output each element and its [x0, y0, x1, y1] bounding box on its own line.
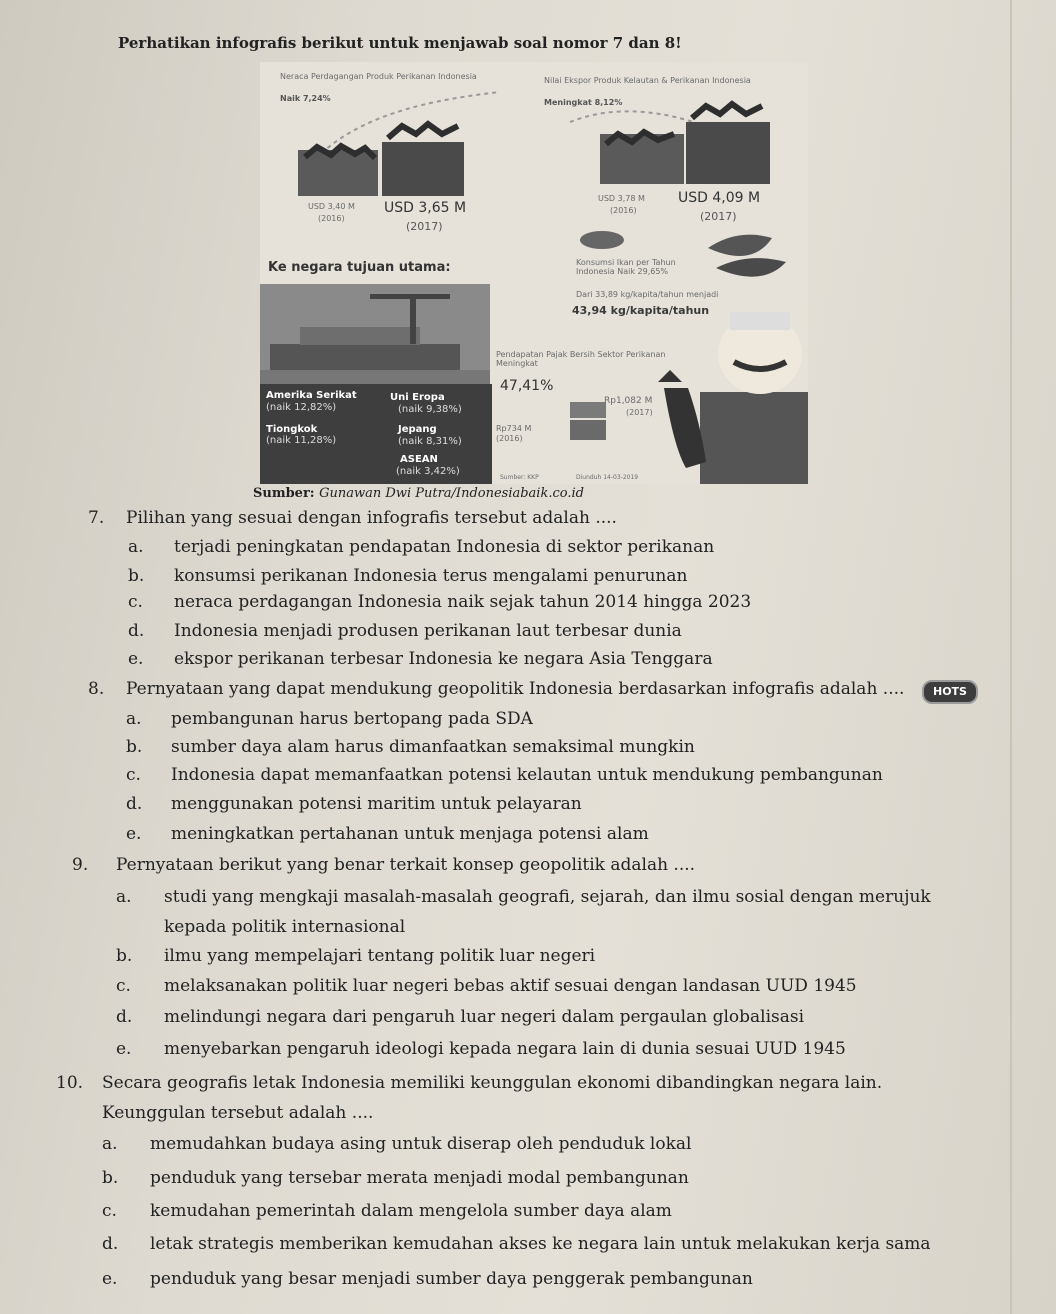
footer-source: Sumber: KKP	[500, 474, 539, 481]
option-letter: c.	[102, 1201, 117, 1221]
question-9-option-a-cont: kepada politik internasional	[164, 917, 406, 937]
pnbp-growth: 47,41%	[500, 378, 554, 394]
crane-icon	[410, 294, 416, 344]
intro-instruction: Perhatikan infografis berikut untuk menjawab soal nomor 7 dan 8!	[118, 34, 682, 52]
footer-date: Diunduh 14-03-2019	[576, 474, 639, 481]
option-letter: c.	[126, 765, 141, 785]
left-top-label: Neraca Perdagangan Produk Perikanan Indonesia	[280, 72, 477, 81]
money-stack-icon	[570, 402, 606, 418]
option-letter: d.	[128, 621, 145, 641]
option-letter: e.	[128, 649, 144, 669]
chef-body	[700, 392, 808, 484]
question-9-option-e: menyebarkan pengaruh ideologi kepada negara lain di dunia sesuai UUD 1945	[164, 1039, 846, 1059]
option-letter: c.	[128, 592, 143, 612]
left-top-growth: Naik 7,24%	[280, 94, 331, 103]
pnbp-label: Pendapatan Pajak Bersih Sektor Perikanan Meningkat	[496, 350, 666, 368]
pnbp-2016: Rp734 M	[496, 424, 532, 433]
question-8-option-c: Indonesia dapat memanfaatkan potensi kelautan untuk mendukung pembangunan	[171, 765, 883, 785]
year-2016-left: (2016)	[318, 214, 345, 223]
val-2016-right: USD 3,78 M	[598, 194, 645, 203]
question-10-option-b: penduduk yang tersebar merata menjadi modal pembangunan	[150, 1168, 689, 1188]
question-9-option-b: ilmu yang mempelajari tentang politik luar negeri	[164, 946, 596, 966]
option-letter: a.	[126, 709, 142, 729]
dest-growth: (naik 3,42%)	[396, 466, 460, 477]
dest-growth: (naik 8,31%)	[398, 436, 462, 447]
consumption-from: Dari 33,89 kg/kapita/tahun menjadi	[576, 290, 719, 299]
pnbp-2017-year: (2017)	[626, 408, 653, 417]
question-number: 9.	[72, 855, 89, 875]
fish-icon	[388, 124, 458, 138]
question-10-text: Secara geografis letak Indonesia memiliki keunggulan ekonomi dibandingkan negara lain.	[102, 1073, 883, 1093]
fish-icon	[692, 104, 762, 118]
right-top-growth: Meningkat 8,12%	[544, 98, 623, 107]
fish-held-icon	[664, 388, 706, 468]
question-7-option-e: ekspor perikanan terbesar Indonesia ke negara Asia Tenggara	[174, 649, 713, 669]
option-letter: b.	[102, 1168, 119, 1188]
val-2017-left: USD 3,65 M	[384, 200, 467, 216]
destination-title: Ke negara tujuan utama:	[268, 260, 451, 275]
option-letter: b.	[116, 946, 133, 966]
question-9-option-d: melindungi negara dari pengaruh luar negeri dalam pergaulan globalisasi	[164, 1007, 805, 1027]
question-8-text: Pernyataan yang dapat mendukung geopolitik Indonesia berdasarkan infografis adalah ....	[126, 679, 905, 699]
source-caption	[253, 486, 584, 501]
question-9-text: Pernyataan berikut yang benar terkait konsep geopolitik adalah ....	[116, 855, 696, 875]
dest-name: Uni Eropa	[390, 392, 445, 403]
question-7-option-a: terjadi peningkatan pendapatan Indonesia di sektor perikanan	[174, 537, 715, 557]
dest-growth: (naik 9,38%)	[398, 404, 462, 415]
option-letter: e.	[102, 1269, 118, 1289]
question-10-option-c: kemudahan pemerintah dalam mengelola sumber daya alam	[150, 1201, 672, 1221]
option-letter: d.	[116, 1007, 133, 1027]
question-number: 7.	[88, 508, 105, 528]
question-10-option-d: letak strategis memberikan kemudahan akses ke negara lain untuk melakukan kerja sama	[150, 1234, 931, 1254]
pnbp-2016-year: (2016)	[496, 434, 523, 443]
money-stack-icon	[570, 420, 606, 440]
option-letter: c.	[116, 976, 131, 996]
source-text: Gunawan Dwi Putra/Indonesiabaik.co.id	[319, 486, 584, 501]
consumption-to: 43,94 kg/kapita/tahun	[572, 304, 710, 317]
question-7-option-b: konsumsi perikanan Indonesia terus mengalami penurunan	[174, 566, 688, 586]
fish-bowl-icon	[580, 231, 624, 249]
option-letter: a.	[102, 1134, 118, 1154]
pnbp-2017: Rp1,082 M	[604, 396, 653, 406]
hots-badge: HOTS	[922, 680, 978, 704]
infographic	[260, 62, 808, 484]
val-2017-right: USD 4,09 M	[678, 190, 761, 206]
dest-name: Tiongkok	[266, 424, 318, 435]
dest-name: Amerika Serikat	[266, 390, 357, 401]
year-2016-right: (2016)	[610, 206, 637, 215]
question-10-text-cont: Keunggulan tersebut adalah ....	[102, 1103, 374, 1123]
chef-hat-icon	[730, 312, 790, 330]
fish-icon	[716, 258, 786, 277]
ship-icon	[270, 344, 460, 370]
option-letter: e.	[116, 1039, 132, 1059]
source-label: Sumber:	[253, 486, 315, 501]
question-7-text: Pilihan yang sesuai dengan infografis tersebut adalah ....	[126, 508, 617, 528]
question-8-option-e: meningkatkan pertahanan untuk menjaga potensi alam	[171, 824, 649, 844]
fish-icon	[708, 235, 772, 256]
right-top-label: Nilai Ekspor Produk Kelautan & Perikanan Indonesia	[544, 76, 751, 85]
option-letter: a.	[116, 887, 132, 907]
fish-crate-icon	[298, 150, 378, 196]
question-9-option-a: studi yang mengkaji masalah-masalah geografi, sejarah, dan ilmu sosial dengan merujuk	[164, 887, 931, 907]
dest-growth: (naik 12,82%)	[266, 402, 337, 413]
dest-name: Jepang	[398, 424, 437, 435]
question-10-option-a: memudahkan budaya asing untuk diserap oleh penduduk lokal	[150, 1134, 692, 1154]
dest-name: ASEAN	[400, 454, 438, 465]
question-7-option-c: neraca perdagangan Indonesia naik sejak tahun 2014 hingga 2023	[174, 592, 752, 612]
option-letter: b.	[126, 737, 143, 757]
question-8-option-a: pembangunan harus bertopang pada SDA	[171, 709, 533, 729]
question-9-option-c: melaksanakan politik luar negeri bebas aktif sesuai dengan landasan UUD 1945	[164, 976, 857, 996]
option-letter: d.	[126, 794, 143, 814]
option-letter: e.	[126, 824, 142, 844]
fish-crate-icon	[382, 142, 464, 196]
option-letter: d.	[102, 1234, 119, 1254]
question-10-option-e: penduduk yang besar menjadi sumber daya penggerak pembangunan	[150, 1269, 753, 1289]
option-letter: a.	[128, 537, 144, 557]
question-number: 10.	[56, 1073, 84, 1093]
year-2017-right: (2017)	[700, 210, 737, 223]
option-letter: b.	[128, 566, 145, 586]
val-2016-left: USD 3,40 M	[308, 202, 355, 211]
fish-crate-icon	[686, 122, 770, 184]
question-7-option-d: Indonesia menjadi produsen perikanan laut terbesar dunia	[174, 621, 682, 641]
dest-growth: (naik 11,28%)	[266, 435, 337, 446]
consumption-label: Konsumsi Ikan per Tahun Indonesia Naik 29,65%	[576, 258, 676, 276]
page-fold	[1010, 0, 1012, 1314]
question-number: 8.	[88, 679, 105, 699]
question-8-option-d: menggunakan potensi maritim untuk pelayaran	[171, 794, 582, 814]
question-8-option-b: sumber daya alam harus dimanfaatkan semaksimal mungkin	[171, 737, 695, 757]
year-2017-left: (2017)	[406, 220, 443, 233]
